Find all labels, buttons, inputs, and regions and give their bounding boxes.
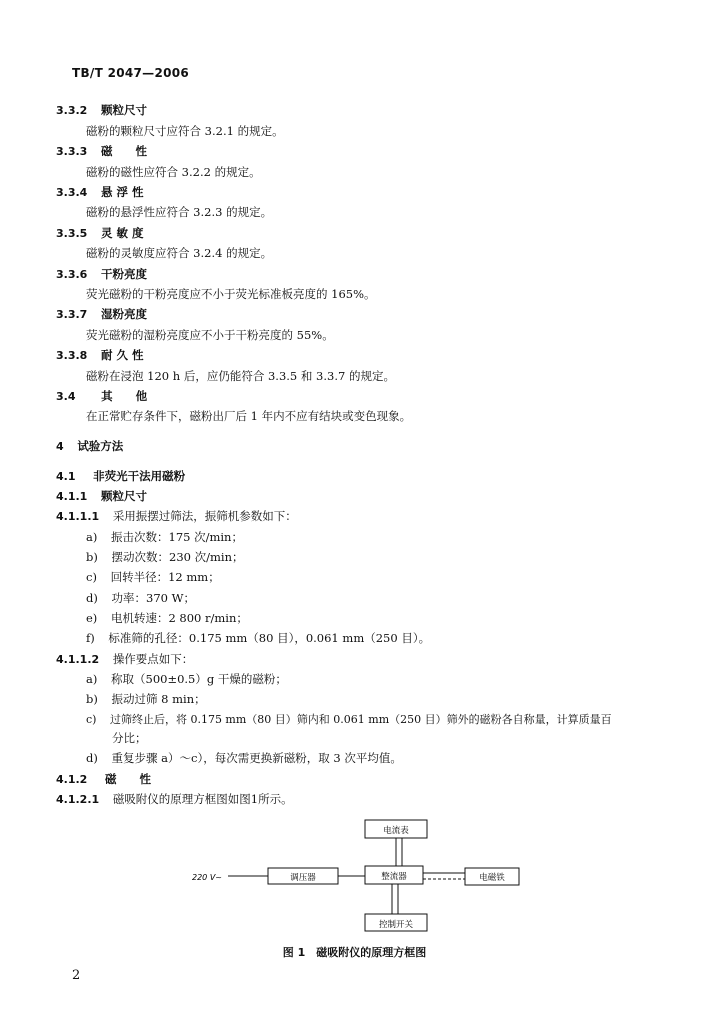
section-title: 悬 浮 性	[100, 185, 144, 199]
section-number: 3.3.6	[56, 268, 88, 281]
list-label: b)	[86, 692, 98, 706]
list-label: c)	[86, 570, 97, 584]
list-text: 过筛终止后，将 0.175 mm（80 目）筛内和 0.061 mm（250 目）筛外的磁粉各自称量，计算质量百	[109, 713, 612, 726]
section-title: 颗粒尺寸	[100, 103, 147, 117]
section-number: 4.1	[56, 470, 76, 483]
rectifier-label: 整流器	[381, 872, 407, 882]
regulator-label: 调压器	[290, 873, 316, 883]
list-label: a)	[86, 672, 98, 686]
list-text: 回转半径：12 mm；	[110, 570, 220, 584]
section-title: 颗粒尺寸	[100, 489, 147, 503]
section-number: 3.3.4	[56, 186, 88, 199]
list-label: e)	[86, 611, 98, 625]
section-title: 磁 性	[100, 144, 147, 158]
section-number: 3.3.3	[56, 145, 88, 158]
body-text: 荧光磁粉的湿粉亮度应不小于干粉亮度的 55%。	[86, 328, 334, 342]
list-label: b)	[86, 550, 98, 564]
list-text: 振动过筛 8 min；	[111, 692, 206, 706]
list-label: d)	[86, 591, 98, 605]
section-title: 干粉亮度	[100, 267, 147, 281]
page-header: TB/T 2047—2006	[72, 66, 190, 80]
list-text: 标准筛的孔径：0.175 mm（80 目），0.061 mm（250 目）。	[108, 631, 431, 645]
list-label: d)	[86, 751, 98, 765]
section-title: 非荧光干法用磁粉	[93, 469, 186, 483]
page-number: 2	[72, 968, 81, 983]
section-number: 4.1.1.2	[56, 653, 100, 666]
section-title: 湿粉亮度	[100, 307, 147, 321]
section-number: 4.1.1.1	[56, 510, 100, 523]
list-label: c)	[86, 713, 97, 726]
list-label: f)	[86, 631, 95, 645]
clause-text: 磁吸附仪的原理方框图如图1所示。	[112, 792, 293, 806]
section-number: 4.1.2.1	[56, 793, 100, 806]
body-text: 磁粉的悬浮性应符合 3.2.3 的规定。	[86, 205, 273, 219]
section-title: 试验方法	[77, 439, 124, 453]
list-text: 称取（500±0.5）g 干燥的磁粉；	[111, 672, 287, 686]
body-text: 在正常贮存条件下，磁粉出厂后 1 年内不应有结块或变色现象。	[86, 409, 412, 423]
clause-text: 操作要点如下：	[112, 652, 194, 666]
section-number: 3.4	[56, 390, 76, 403]
list-text: 电机转速：2 800 r/min；	[110, 611, 248, 625]
section-number: 3.3.2	[56, 104, 88, 117]
section-title: 其 他	[101, 389, 148, 403]
section-number: 4.1.2	[56, 773, 88, 786]
section-number: 4	[56, 440, 64, 453]
list-label: a)	[86, 530, 98, 544]
figure-caption: 图 1 磁吸附仪的原理方框图	[282, 946, 427, 959]
clause-text: 采用振摆过筛法，振筛机参数如下：	[112, 509, 297, 523]
electromagnet-label: 电磁铁	[479, 873, 505, 883]
input-label: 220 V~	[192, 873, 222, 882]
list-text: 重复步骤 a）～c），每次需更换新磁粉，取 3 次平均值。	[111, 751, 402, 765]
list-text: 摆动次数：230 次/min；	[111, 550, 244, 564]
list-text: 功率：370 W；	[111, 591, 195, 605]
section-number: 3.3.8	[56, 349, 88, 362]
section-number: 4.1.1	[56, 490, 88, 503]
body-text: 磁粉的磁性应符合 3.2.2 的规定。	[86, 165, 261, 179]
section-number: 3.3.5	[56, 227, 88, 240]
body-text: 磁粉的灵敏度应符合 3.2.4 的规定。	[86, 246, 273, 260]
section-number: 3.3.7	[56, 308, 88, 321]
section-title: 磁 性	[104, 772, 151, 786]
ammeter-label: 电流表	[383, 826, 409, 836]
body-text: 荧光磁粉的干粉亮度应不小于荧光标准板亮度的 165%。	[86, 287, 376, 301]
section-title: 灵 敏 度	[100, 226, 144, 240]
list-continuation: 分比；	[112, 731, 147, 745]
switch-label: 控制开关	[378, 920, 414, 930]
list-text: 振击次数：175 次/min；	[111, 530, 243, 544]
section-title: 耐 久 性	[100, 348, 144, 362]
body-text: 磁粉在浸泡 120 h 后，应仍能符合 3.3.5 和 3.3.7 的规定。	[86, 369, 395, 383]
body-text: 磁粉的颗粒尺寸应符合 3.2.1 的规定。	[86, 124, 284, 138]
